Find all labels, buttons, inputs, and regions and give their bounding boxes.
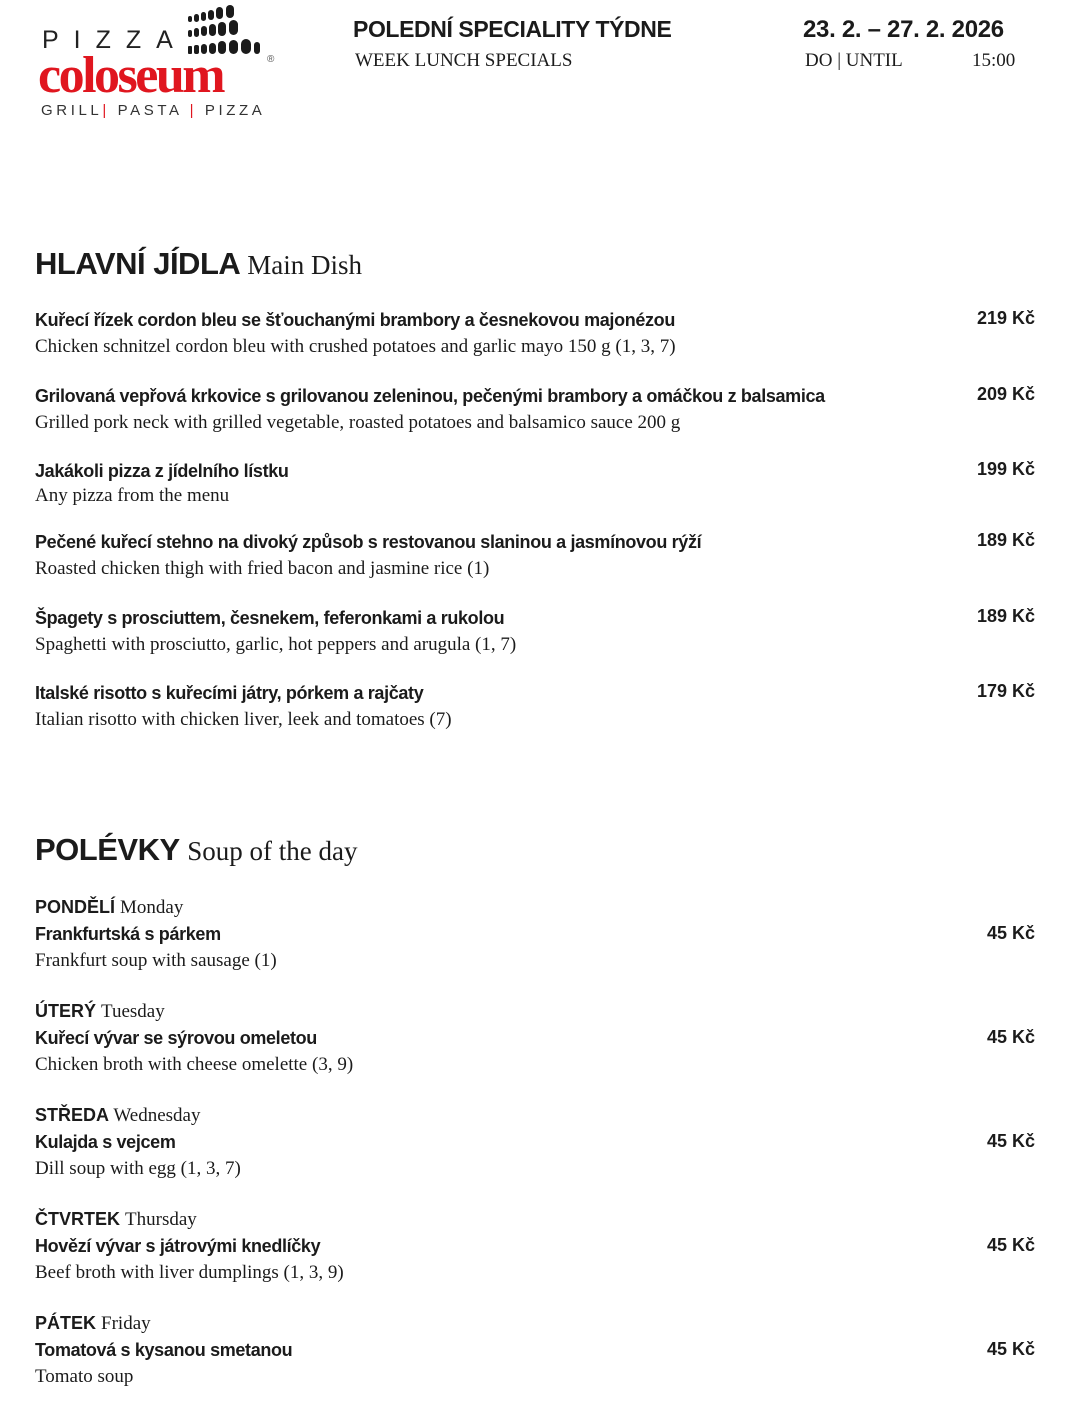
item-name-cz: Kuřecí řízek cordon bleu se šťouchanými brambory a česnekovou majonézou [35, 310, 675, 330]
menu-item [35, 459, 1035, 509]
registered-mark: ® [267, 54, 275, 65]
item-price: 219 Kč [976, 308, 1035, 328]
item-name-en: Spaghetti with prosciutto, garlic, hot peppers and arugula (1, 7) [35, 634, 517, 655]
page-title: POLEDNÍ SPECIALITY TÝDNE [353, 16, 672, 42]
menu-item [35, 308, 1035, 361]
day-en: Tuesday [101, 1001, 165, 1022]
logo-brand-text: coloseum [38, 47, 224, 104]
item-name-cz: Špagety s prosciuttem, česnekem, feferonkami a rukolou [35, 608, 505, 628]
soup-name-cz: Kulajda s vejcem [35, 1132, 176, 1152]
item-price: 189 Kč [976, 530, 1035, 550]
menu-item [35, 530, 1035, 583]
soup-item [35, 893, 1035, 975]
menu-item [35, 681, 1035, 734]
main-title-en: Main Dish [247, 250, 362, 280]
soup-item [35, 997, 1035, 1079]
item-price: 209 Kč [976, 384, 1035, 404]
soup-item [35, 1101, 1035, 1183]
soup-name-cz: Hovězí vývar s játrovými knedlíčky [35, 1236, 321, 1256]
soup-name-cz: Frankfurtská s párkem [35, 924, 221, 944]
item-name-en: Grilled pork neck with grilled vegetable, roasted potatoes and balsamico sauce 200 g [35, 412, 681, 433]
soup-name-cz: Kuřecí vývar se sýrovou omeletou [35, 1028, 317, 1048]
soup-name-en: Tomato soup [35, 1366, 134, 1387]
menu-item [35, 384, 1035, 437]
day-cz: ČTVRTEK [35, 1209, 120, 1229]
item-price: 199 Kč [976, 459, 1035, 479]
soups-heading [35, 832, 357, 868]
tagline-grill: GRILL [41, 102, 103, 119]
item-name-cz: Italské risotto s kuřecími játry, pórkem a rajčaty [35, 683, 424, 703]
soup-price: 45 Kč [986, 1131, 1035, 1151]
day-en: Thursday [125, 1209, 197, 1230]
day-en: Friday [101, 1313, 151, 1334]
soups-title-en: Soup of the day [187, 836, 358, 866]
date-range: 23. 2. – 27. 2. 2026 [803, 16, 1004, 43]
item-name-cz: Grilovaná vepřová krkovice s grilovanou zeleninou, pečenými brambory a omáčkou z balsamica [35, 386, 825, 406]
logo-pizza-text: PIZZA [42, 26, 188, 54]
soup-name-en: Beef broth with liver dumplings (1, 3, 9) [35, 1262, 344, 1283]
day-en: Monday [120, 897, 184, 918]
item-name-en: Any pizza from the menu [35, 485, 230, 506]
menu-item [35, 606, 1035, 659]
logo-tagline: GRILL| PASTA | PIZZA [41, 102, 266, 119]
main-title-cz: HLAVNÍ JÍDLA [35, 246, 240, 281]
soup-name-en: Dill soup with egg (1, 3, 7) [35, 1158, 241, 1179]
soup-price: 45 Kč [986, 923, 1035, 943]
item-name-en: Italian risotto with chicken liver, leek and tomatoes (7) [35, 709, 452, 730]
tagline-pizza: PIZZA [204, 102, 266, 119]
soup-name-en: Chicken broth with cheese omelette (3, 9) [35, 1054, 354, 1075]
soup-item [35, 1309, 1035, 1391]
day-en: Wednesday [113, 1105, 201, 1126]
soup-price: 45 Kč [986, 1235, 1035, 1255]
day-cz: STŘEDA [35, 1105, 109, 1125]
soup-price: 45 Kč [986, 1339, 1035, 1359]
item-name-cz: Pečené kuřecí stehno na divoký způsob s restovanou slaninou a jasmínovou rýží [35, 532, 702, 552]
logo [38, 4, 288, 124]
soup-price: 45 Kč [986, 1027, 1035, 1047]
main-dish-heading [35, 246, 362, 282]
soup-name-cz: Tomatová s kysanou smetanou [35, 1340, 293, 1360]
until-time: 15:00 [972, 50, 1016, 71]
day-cz: PÁTEK [35, 1313, 97, 1333]
item-name-cz: Jakákoli pizza z jídelního lístku [35, 461, 289, 481]
soups-title-cz: POLÉVKY [35, 832, 180, 867]
day-cz: ÚTERÝ [35, 1001, 97, 1021]
item-price: 179 Kč [976, 681, 1035, 701]
item-name-en: Roasted chicken thigh with fried bacon and jasmine rice (1) [35, 558, 490, 579]
page-subtitle: WEEK LUNCH SPECIALS [355, 50, 573, 71]
soup-name-en: Frankfurt soup with sausage (1) [35, 950, 277, 971]
item-price: 189 Kč [976, 606, 1035, 626]
day-cz: PONDĚLÍ [35, 897, 116, 917]
tagline-pasta: PASTA [117, 102, 182, 119]
soup-item [35, 1205, 1035, 1287]
until-label: DO | UNTIL [805, 50, 903, 71]
item-name-en: Chicken schnitzel cordon bleu with crushed potatoes and garlic mayo 150 g (1, 3, 7) [35, 336, 676, 357]
